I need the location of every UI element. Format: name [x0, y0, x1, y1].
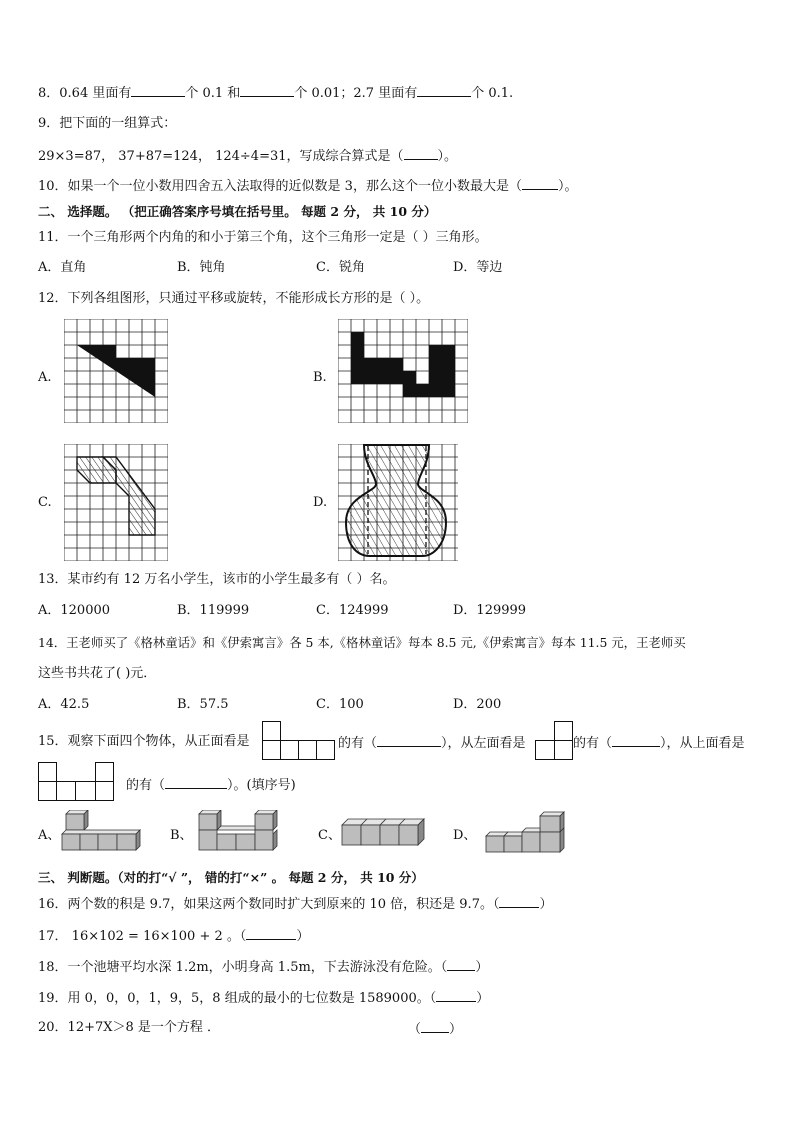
q15-option-a-label: A、 [38, 828, 61, 843]
q15-t7: ）。(填序号) [227, 778, 296, 793]
q12-figure-d[interactable] [338, 444, 458, 561]
q11-option-a[interactable]: A．直角 [38, 260, 87, 275]
q15-option-b-cubes[interactable] [195, 810, 285, 860]
q18-text: 18．一个池塘平均水深 1.2m，小明身高 1.5m，下去游泳没有危险。（ [38, 960, 448, 975]
q8-text-1: 8．0.64 里面有 [38, 86, 132, 101]
q13-option-c[interactable]: C．124999 [316, 603, 389, 618]
q12-label-b: B. [313, 370, 327, 385]
q15-t5: ），从上面看是 [660, 736, 745, 751]
question-11-text: 11．一个三角形两个内角的和小于第三个角，这个三角形一定是（ ）三角形。 [38, 230, 488, 245]
q18-close: ） [475, 960, 489, 975]
q12-figure-c[interactable] [64, 444, 168, 561]
q17-text: 17． 16×102 = 16×100 + 2 。（ [38, 929, 247, 944]
q10-text: 10．如果一个一位小数用四舍五入法取得的近似数是 3，那么这个一位小数最大是（ [38, 179, 522, 194]
q11-option-c[interactable]: C．锐角 [316, 260, 365, 275]
q16-close: ） [539, 897, 553, 912]
question-20-answer [408, 1019, 462, 1039]
q11-option-b[interactable]: B．钝角 [177, 260, 226, 275]
q15-text-4 [126, 775, 296, 795]
q15-top-view-shape [38, 762, 116, 802]
q9-line2: 29×3=87， 37+87=124， 124÷4=31，写成综合算式是（ [38, 149, 404, 164]
q8-blank-3[interactable] [417, 83, 471, 97]
q12-figure-b[interactable] [338, 319, 468, 423]
question-17 [38, 926, 309, 946]
q20-blank[interactable] [421, 1019, 449, 1033]
q8-blank-2[interactable] [240, 83, 294, 97]
q20-open: （ [408, 1022, 422, 1037]
q15-text-1: 15．观察下面四个物体，从正面看是 [38, 734, 250, 749]
q15-option-c-cubes[interactable] [340, 815, 430, 855]
q10-close: ）。 [557, 179, 578, 194]
q12-label-d: D. [313, 495, 328, 510]
question-8 [38, 83, 513, 103]
q14-option-c[interactable]: C．100 [316, 697, 364, 712]
q15-t4: 的有（ [573, 736, 613, 751]
q15-blank-2[interactable] [612, 733, 660, 747]
question-12-text: 12．下列各组图形，只通过平移或旋转，不能形成长方形的是（ ）。 [38, 291, 430, 306]
question-14-line1: 14．王老师买了《格林童话》和《伊索寓言》各 5 本,《格林童话》每本 8.5 元,《伊索寓言》每本 11.5 元，王老师买 [38, 635, 686, 650]
q15-text-3 [573, 733, 745, 753]
q8-text-3: 个 0.01；2.7 里面有 [294, 86, 418, 101]
q11-option-d[interactable]: D．等边 [453, 260, 503, 275]
q12-figure-a[interactable] [64, 319, 168, 423]
q15-t6: 的有（ [126, 778, 166, 793]
q8-blank-1[interactable] [131, 83, 185, 97]
section-3-heading: 三、 判断题。（对的打“√ ”， 错的打“×” 。 每题 2 分， 共 10 分） [38, 870, 424, 885]
q15-option-d-cubes[interactable] [484, 810, 574, 860]
q17-blank[interactable] [246, 926, 296, 940]
q19-close: ） [476, 991, 490, 1006]
q15-left-view-shape [535, 721, 575, 761]
q14-option-b[interactable]: B．57.5 [177, 697, 229, 712]
q15-front-view-shape [262, 721, 338, 761]
q9-close: ）。 [437, 149, 458, 164]
q15-t3: ），从左面看是 [441, 736, 526, 751]
q13-option-a[interactable]: A．120000 [38, 603, 111, 618]
q8-text-4: 个 0.1. [471, 86, 514, 101]
q12-label-a: A. [38, 370, 52, 385]
question-20-text: 20．12+7X＞8 是一个方程 ． [38, 1020, 221, 1035]
question-10 [38, 176, 577, 196]
q14-option-a[interactable]: A．42.5 [38, 697, 90, 712]
question-13-text: 13．某市约有 12 万名小学生，该市的小学生最多有（ ）名。 [38, 572, 396, 587]
q8-text-2: 个 0.1 和 [185, 86, 241, 101]
q13-option-b[interactable]: B．119999 [177, 603, 250, 618]
q15-option-b-label: B、 [170, 828, 193, 843]
q20-close: ） [449, 1022, 463, 1037]
section-2-heading: 二、 选择题。 （把正确答案序号填在括号里。 每题 2 分， 共 10 分） [38, 204, 437, 219]
q15-blank-3[interactable] [165, 775, 227, 789]
question-16 [38, 894, 552, 914]
question-19 [38, 988, 489, 1008]
question-9-text: 9．把下面的一组算式： [38, 116, 177, 131]
q19-text: 19．用 0，0，0，1，9，5，8 组成的最小的七位数是 1589000。（ [38, 991, 437, 1006]
question-14-line2: 这些书共花了( )元． [38, 666, 157, 681]
question-18 [38, 957, 488, 977]
q10-blank[interactable] [522, 176, 558, 190]
q15-option-c-label: C、 [318, 828, 341, 843]
q15-option-a-cubes[interactable] [60, 810, 144, 860]
q14-option-d[interactable]: D．200 [453, 697, 502, 712]
q13-option-d[interactable]: D．129999 [453, 603, 527, 618]
q15-t2: 的有（ [338, 736, 378, 751]
q16-blank[interactable] [499, 894, 539, 908]
question-9-expression [38, 146, 457, 166]
q18-blank[interactable] [447, 957, 475, 971]
q16-text: 16．两个数的积是 9.7，如果这两个数同时扩大到原来的 10 倍，积还是 9.7。（ [38, 897, 500, 912]
q15-text-2 [338, 733, 526, 753]
q17-close: ） [296, 929, 310, 944]
q9-blank[interactable] [404, 146, 438, 160]
q15-blank-1[interactable] [377, 733, 441, 747]
q15-option-d-label: D、 [453, 828, 477, 843]
q19-blank[interactable] [436, 988, 476, 1002]
q12-label-c: C. [38, 495, 52, 510]
